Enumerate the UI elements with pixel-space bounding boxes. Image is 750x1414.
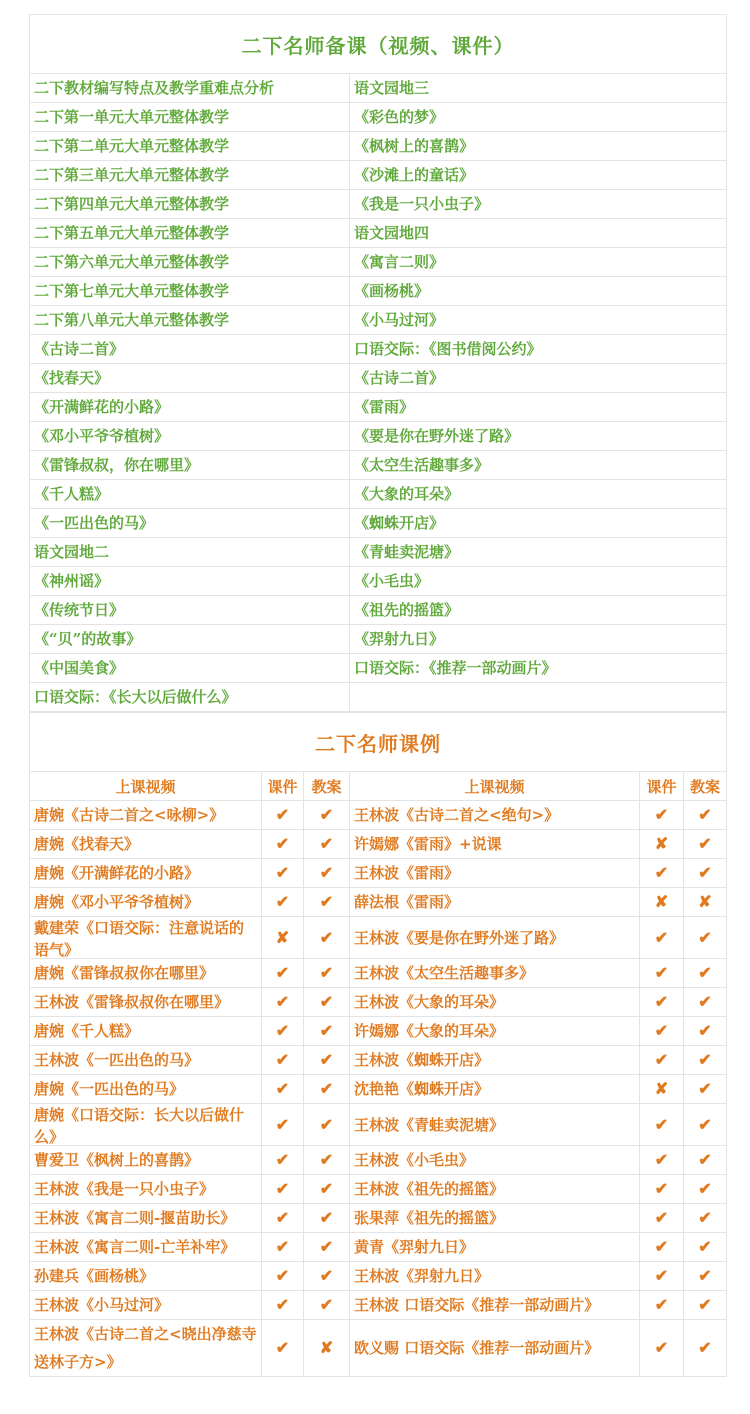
video-left[interactable]: 王林波《寓言二则-亡羊补牢》 — [30, 1233, 262, 1262]
prep-item-right[interactable]: 《青蛙卖泥塘》 — [350, 538, 727, 567]
check-icon: ✔ — [684, 1104, 727, 1146]
check-icon: ✔ — [684, 1075, 727, 1104]
table-row — [30, 1233, 727, 1262]
video-right[interactable]: 张果萍《祖先的摇篮》 — [350, 1204, 640, 1233]
section-title-examples: 二下名师课例 — [30, 713, 727, 772]
check-icon: ✔ — [640, 1046, 684, 1075]
document-body — [29, 14, 726, 1377]
video-right[interactable]: 王林波《要是你在野外迷了路》 — [350, 917, 640, 959]
video-right[interactable]: 许嫣娜《大象的耳朵》 — [350, 1017, 640, 1046]
table-row — [30, 393, 727, 422]
video-left[interactable] — [30, 917, 262, 959]
video-left[interactable]: 王林波《寓言二则-揠苗助长》 — [30, 1204, 262, 1233]
check-icon: ✔ — [304, 1017, 350, 1046]
check-icon: ✔ — [304, 959, 350, 988]
video-right[interactable]: 薛法根《雷雨》 — [350, 888, 640, 917]
video-title-wrapped: 戴建荣《口语交际：注意说话的语气》 — [34, 919, 245, 958]
table-row — [30, 654, 727, 683]
video-left[interactable]: 唐婉《千人糕》 — [30, 1017, 262, 1046]
check-icon: ✔ — [262, 1075, 304, 1104]
check-icon: ✔ — [262, 1046, 304, 1075]
prep-item-left[interactable]: 《雷锋叔叔，你在哪里》 — [30, 451, 350, 480]
table-row — [30, 335, 727, 364]
video-right[interactable]: 王林波《羿射九日》 — [350, 1262, 640, 1291]
table-row — [30, 1175, 727, 1204]
prep-item-right[interactable]: 语文园地三 — [350, 74, 727, 103]
table-row — [30, 1262, 727, 1291]
check-icon: ✔ — [640, 1233, 684, 1262]
check-icon: ✔ — [304, 1146, 350, 1175]
video-right[interactable]: 许嫣娜《雷雨》+说课 — [350, 830, 640, 859]
cross-icon: ✘ — [684, 888, 727, 917]
table-row — [30, 103, 727, 132]
check-icon: ✔ — [262, 988, 304, 1017]
table-row — [30, 917, 727, 959]
prep-item-left[interactable]: 二下第六单元大单元整体教学 — [30, 248, 350, 277]
video-left[interactable]: 唐婉《古诗二首之<咏柳>》 — [30, 801, 262, 830]
check-icon: ✔ — [640, 859, 684, 888]
prep-item-right[interactable]: 《祖先的摇篮》 — [350, 596, 727, 625]
check-icon: ✔ — [684, 859, 727, 888]
prep-item-right[interactable] — [350, 683, 727, 712]
video-right[interactable]: 黄青《羿射九日》 — [350, 1233, 640, 1262]
prep-item-left[interactable]: 口语交际：《长大以后做什么》 — [30, 683, 350, 712]
check-icon: ✔ — [640, 1262, 684, 1291]
video-left[interactable]: 唐婉《邓小平爷爷植树》 — [30, 888, 262, 917]
check-icon: ✔ — [640, 988, 684, 1017]
prep-item-right[interactable]: 《羿射九日》 — [350, 625, 727, 654]
check-icon: ✔ — [304, 917, 350, 959]
prep-item-right[interactable]: 《沙滩上的童话》 — [350, 161, 727, 190]
lesson-examples-table — [29, 712, 727, 1377]
video-right[interactable]: 王林波《古诗二首之<绝句>》 — [350, 801, 640, 830]
table-row — [30, 1075, 727, 1104]
video-left[interactable] — [30, 1104, 262, 1146]
prep-item-right[interactable]: 《大象的耳朵》 — [350, 480, 727, 509]
table-row — [30, 277, 727, 306]
prep-item-left[interactable]: 《千人糕》 — [30, 480, 350, 509]
check-icon: ✔ — [684, 801, 727, 830]
video-title-wrapped: 王林波《古诗二首之<晓出净慈寺送林子方>》 — [34, 1325, 257, 1371]
check-icon: ✔ — [262, 1017, 304, 1046]
table-row — [30, 422, 727, 451]
table-row — [30, 988, 727, 1017]
check-icon: ✔ — [262, 1233, 304, 1262]
video-right[interactable]: 王林波《小毛虫》 — [350, 1146, 640, 1175]
check-icon: ✔ — [684, 1146, 727, 1175]
video-right[interactable]: 王林波 口语交际《推荐一部动画片》 — [350, 1291, 640, 1320]
prep-item-right[interactable]: 《枫树上的喜鹊》 — [350, 132, 727, 161]
table-row — [30, 364, 727, 393]
prep-item-right[interactable]: 《画杨桃》 — [350, 277, 727, 306]
table-row — [30, 190, 727, 219]
check-icon: ✔ — [262, 1291, 304, 1320]
header-plan-left: 教案 — [304, 772, 350, 801]
prep-item-right[interactable]: 《太空生活趣事多》 — [350, 451, 727, 480]
prep-item-right[interactable]: 语文园地四 — [350, 219, 727, 248]
header-video-right: 上课视频 — [350, 772, 640, 801]
check-icon: ✔ — [262, 1262, 304, 1291]
video-left[interactable]: 唐婉《找春天》 — [30, 830, 262, 859]
check-icon: ✔ — [262, 1146, 304, 1175]
cross-icon: ✘ — [640, 888, 684, 917]
prep-item-left[interactable]: 语文园地二 — [30, 538, 350, 567]
video-right[interactable]: 王林波《祖先的摇篮》 — [350, 1175, 640, 1204]
cross-icon: ✘ — [304, 1320, 350, 1377]
check-icon: ✔ — [640, 1017, 684, 1046]
check-icon: ✔ — [640, 1146, 684, 1175]
check-icon: ✔ — [684, 830, 727, 859]
table-row — [30, 830, 727, 859]
check-icon: ✔ — [304, 888, 350, 917]
cross-icon: ✘ — [262, 917, 304, 959]
table-row — [30, 538, 727, 567]
check-icon: ✔ — [304, 1104, 350, 1146]
check-icon: ✔ — [304, 859, 350, 888]
table-row — [30, 625, 727, 654]
table-row — [30, 1146, 727, 1175]
table-row — [30, 1291, 727, 1320]
video-right[interactable]: 王林波《青蛙卖泥塘》 — [350, 1104, 640, 1146]
check-icon: ✔ — [640, 1175, 684, 1204]
video-left[interactable]: 王林波《我是一只小虫子》 — [30, 1175, 262, 1204]
check-icon: ✔ — [684, 988, 727, 1017]
check-icon: ✔ — [684, 1320, 727, 1377]
check-icon: ✔ — [304, 1291, 350, 1320]
table-row — [30, 1017, 727, 1046]
check-icon: ✔ — [640, 1204, 684, 1233]
table-row — [30, 801, 727, 830]
check-icon: ✔ — [304, 1262, 350, 1291]
check-icon: ✔ — [262, 859, 304, 888]
table-row — [30, 596, 727, 625]
prep-item-right[interactable]: 口语交际：《图书借阅公约》 — [350, 335, 727, 364]
prep-item-right[interactable]: 口语交际：《推荐一部动画片》 — [350, 654, 727, 683]
prep-item-left[interactable]: 二下第二单元大单元整体教学 — [30, 132, 350, 161]
check-icon: ✔ — [262, 1104, 304, 1146]
check-icon: ✔ — [262, 801, 304, 830]
video-left[interactable]: 孙建兵《画杨桃》 — [30, 1262, 262, 1291]
prep-item-left[interactable]: 《神州谣》 — [30, 567, 350, 596]
prep-item-left[interactable]: 二下教材编写特点及教学重难点分析 — [30, 74, 350, 103]
prep-item-right[interactable]: 《小毛虫》 — [350, 567, 727, 596]
prep-item-left[interactable]: 二下第七单元大单元整体教学 — [30, 277, 350, 306]
check-icon: ✔ — [262, 1320, 304, 1377]
check-icon: ✔ — [640, 1320, 684, 1377]
prep-item-right[interactable]: 《我是一只小虫子》 — [350, 190, 727, 219]
check-icon: ✔ — [640, 1104, 684, 1146]
cross-icon: ✘ — [640, 1075, 684, 1104]
prep-item-left[interactable]: 《古诗二首》 — [30, 335, 350, 364]
table-row — [30, 219, 727, 248]
video-left[interactable]: 曹爱卫《枫树上的喜鹊》 — [30, 1146, 262, 1175]
table-row — [30, 161, 727, 190]
prep-item-right[interactable]: 《寓言二则》 — [350, 248, 727, 277]
table-row — [30, 888, 727, 917]
prep-item-left[interactable]: 二下第四单元大单元整体教学 — [30, 190, 350, 219]
video-right[interactable]: 王林波《蜘蛛开店》 — [350, 1046, 640, 1075]
check-icon: ✔ — [304, 988, 350, 1017]
cross-icon: ✘ — [640, 830, 684, 859]
check-icon: ✔ — [684, 1262, 727, 1291]
table-row — [30, 683, 727, 712]
check-icon: ✔ — [684, 1233, 727, 1262]
prep-item-left[interactable]: 《一匹出色的马》 — [30, 509, 350, 538]
prep-item-right[interactable]: 《蜘蛛开店》 — [350, 509, 727, 538]
table-row — [30, 567, 727, 596]
check-icon: ✔ — [262, 1175, 304, 1204]
prep-item-left[interactable]: 二下第一单元大单元整体教学 — [30, 103, 350, 132]
table-row — [30, 859, 727, 888]
video-right[interactable]: 王林波《大象的耳朵》 — [350, 988, 640, 1017]
table-row — [30, 509, 727, 538]
prep-item-right[interactable]: 《小马过河》 — [350, 306, 727, 335]
section-title-prep: 二下名师备课（视频、课件） — [30, 15, 727, 74]
video-right[interactable]: 王林波《雷雨》 — [350, 859, 640, 888]
prep-item-right[interactable]: 《古诗二首》 — [350, 364, 727, 393]
table-row — [30, 1320, 727, 1377]
page-bottom-mask — [29, 1382, 726, 1414]
check-icon: ✔ — [640, 959, 684, 988]
prep-item-left[interactable]: 二下第五单元大单元整体教学 — [30, 219, 350, 248]
check-icon: ✔ — [640, 1291, 684, 1320]
table-row — [30, 480, 727, 509]
check-icon: ✔ — [684, 1175, 727, 1204]
video-left[interactable]: 王林波《雷锋叔叔你在哪里》 — [30, 988, 262, 1017]
video-right[interactable]: 欧义赐 口语交际《推荐一部动画片》 — [350, 1320, 640, 1377]
prep-item-left[interactable]: 《传统节日》 — [30, 596, 350, 625]
table-row — [30, 1046, 727, 1075]
prep-item-left[interactable]: 《中国美食》 — [30, 654, 350, 683]
video-left[interactable]: 唐婉《开满鲜花的小路》 — [30, 859, 262, 888]
check-icon: ✔ — [262, 1204, 304, 1233]
table-row — [30, 959, 727, 988]
table-row — [30, 451, 727, 480]
table-row — [30, 306, 727, 335]
video-left[interactable]: 王林波《小马过河》 — [30, 1291, 262, 1320]
header-plan-right: 教案 — [684, 772, 727, 801]
prep-item-right[interactable]: 《要是你在野外迷了路》 — [350, 422, 727, 451]
prep-item-left[interactable]: 二下第八单元大单元整体教学 — [30, 306, 350, 335]
header-courseware-right: 课件 — [640, 772, 684, 801]
check-icon: ✔ — [684, 1204, 727, 1233]
check-icon: ✔ — [684, 1291, 727, 1320]
header-video-left: 上课视频 — [30, 772, 262, 801]
video-title-wrapped: 唐婉《口语交际：长大以后做什么》 — [34, 1106, 245, 1145]
table-row — [30, 132, 727, 161]
check-icon: ✔ — [304, 1175, 350, 1204]
lesson-prep-table — [29, 14, 727, 712]
prep-item-right[interactable]: 《雷雨》 — [350, 393, 727, 422]
check-icon: ✔ — [684, 959, 727, 988]
check-icon: ✔ — [304, 801, 350, 830]
table-row — [30, 1104, 727, 1146]
check-icon: ✔ — [684, 917, 727, 959]
video-right[interactable]: 王林波《太空生活趣事多》 — [350, 959, 640, 988]
check-icon: ✔ — [304, 1075, 350, 1104]
video-right[interactable]: 沈艳艳《蜘蛛开店》 — [350, 1075, 640, 1104]
prep-item-left[interactable]: 《邓小平爷爷植树》 — [30, 422, 350, 451]
check-icon: ✔ — [684, 1017, 727, 1046]
check-icon: ✔ — [262, 959, 304, 988]
check-icon: ✔ — [684, 1046, 727, 1075]
check-icon: ✔ — [640, 917, 684, 959]
prep-item-left[interactable]: 《找春天》 — [30, 364, 350, 393]
check-icon: ✔ — [304, 1233, 350, 1262]
check-icon: ✔ — [262, 888, 304, 917]
table-row — [30, 1204, 727, 1233]
video-left[interactable]: 唐婉《一匹出色的马》 — [30, 1075, 262, 1104]
prep-item-left[interactable]: 《开满鲜花的小路》 — [30, 393, 350, 422]
video-left[interactable]: 唐婉《雷锋叔叔你在哪里》 — [30, 959, 262, 988]
table-row — [30, 248, 727, 277]
check-icon: ✔ — [304, 830, 350, 859]
video-left[interactable] — [30, 1320, 262, 1377]
check-icon: ✔ — [640, 801, 684, 830]
video-left[interactable]: 王林波《一匹出色的马》 — [30, 1046, 262, 1075]
prep-item-left[interactable]: 二下第三单元大单元整体教学 — [30, 161, 350, 190]
check-icon: ✔ — [304, 1046, 350, 1075]
check-icon: ✔ — [304, 1204, 350, 1233]
check-icon: ✔ — [262, 830, 304, 859]
header-courseware-left: 课件 — [262, 772, 304, 801]
prep-item-left[interactable]: 《“贝”的故事》 — [30, 625, 350, 654]
prep-item-right[interactable]: 《彩色的梦》 — [350, 103, 727, 132]
table-row — [30, 74, 727, 103]
